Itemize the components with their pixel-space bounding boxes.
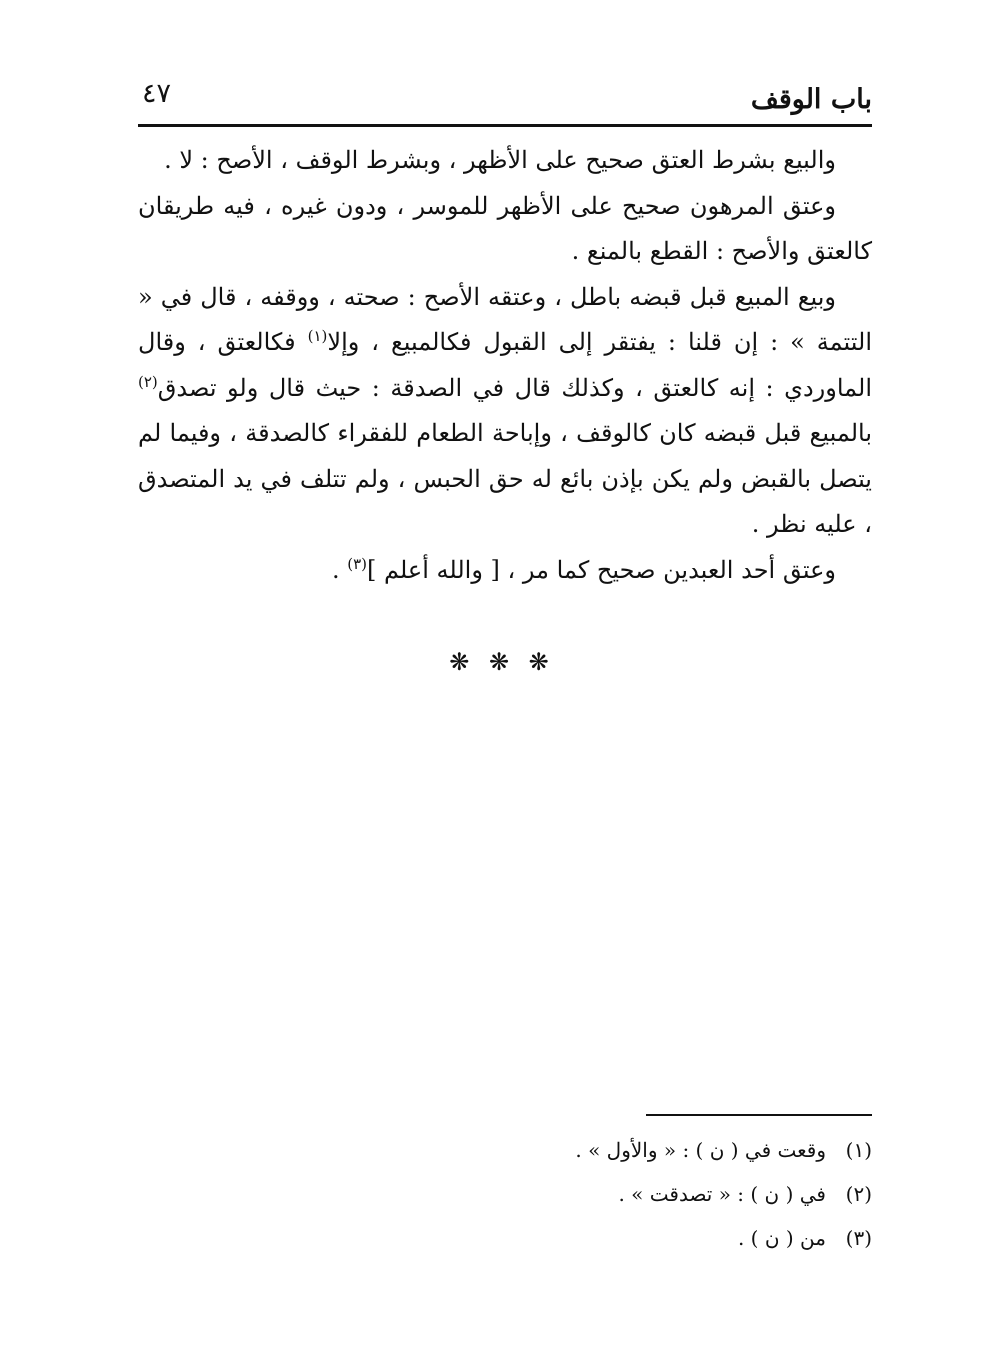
footnote-marker-2[interactable]: (٢) — [138, 372, 158, 391]
footnote-text: وقعت في ( ن ) : « والأول » . — [575, 1138, 826, 1162]
paragraph-text: والبيع بشرط العتق صحيح على الأظهر ، وبشرط الوقف ، الأصح : لا . — [164, 146, 836, 174]
page-header — [138, 72, 872, 124]
header-rule — [138, 124, 872, 127]
footnote-item — [420, 1128, 872, 1172]
footnote-text: في ( ن ) : « تصدقت » . — [618, 1182, 826, 1206]
running-title: باب الوقف — [750, 84, 872, 115]
paragraph-text: وعتق أحد العبدين صحيح كما مر ، [ والله أعلم ] — [367, 555, 836, 584]
paragraph-sale-condition — [138, 138, 872, 184]
paragraph-text: . — [331, 555, 348, 584]
footnote-marker-3[interactable]: (٣) — [347, 554, 368, 573]
page-number: ٤٧ — [142, 78, 172, 109]
footnote-number: (١) — [845, 1138, 872, 1162]
footnote-item — [420, 1216, 872, 1260]
paragraph-text: بالمبيع قبل قبضه كان كالوقف ، وإباحة الطعام للفقراء كالصدقة ، وفيما لم يتصل بالقبض ولم يكن بإذن بائع له حق الحبس ، ولم تتلف في يد المتصدق ، عليه نظر . — [138, 419, 872, 538]
footnotes — [420, 1128, 872, 1260]
paragraph-text: وبيع المبيع قبل قبضه باطل ، وعتقه الأصح : صحته ، ووقفه ، قال في « التتمة » : إن قلنا : يفتقر إلى القبول فكالمبيع ، وإلا — [138, 282, 872, 356]
footnote-text: من ( ن ) . — [737, 1226, 826, 1250]
footnote-number: (٢) — [845, 1182, 872, 1206]
body-text — [138, 138, 872, 593]
footnote-marker-1[interactable]: (١) — [307, 327, 328, 345]
paragraph-two-slaves — [138, 548, 872, 594]
paragraph-mortgaged — [138, 184, 872, 275]
footnote-number: (٣) — [845, 1226, 872, 1250]
paragraph-text: فكالعتق ، وقال الماوردي : إنه كالعتق ، وكذلك قال في الصدقة : حيث قال ولو تصدق — [138, 328, 872, 402]
section-ornament: ❋ ❋ ❋ — [449, 648, 555, 676]
footnote-rule — [646, 1114, 872, 1116]
paragraph-text: وعتق المرهون صحيح على الأظهر للموسر ، ودون غيره ، فيه طريقان كالعتق والأصح : القطع بالمنع . — [138, 191, 872, 265]
paragraph-sale-before-possession — [138, 275, 872, 548]
footnote-item — [420, 1172, 872, 1216]
